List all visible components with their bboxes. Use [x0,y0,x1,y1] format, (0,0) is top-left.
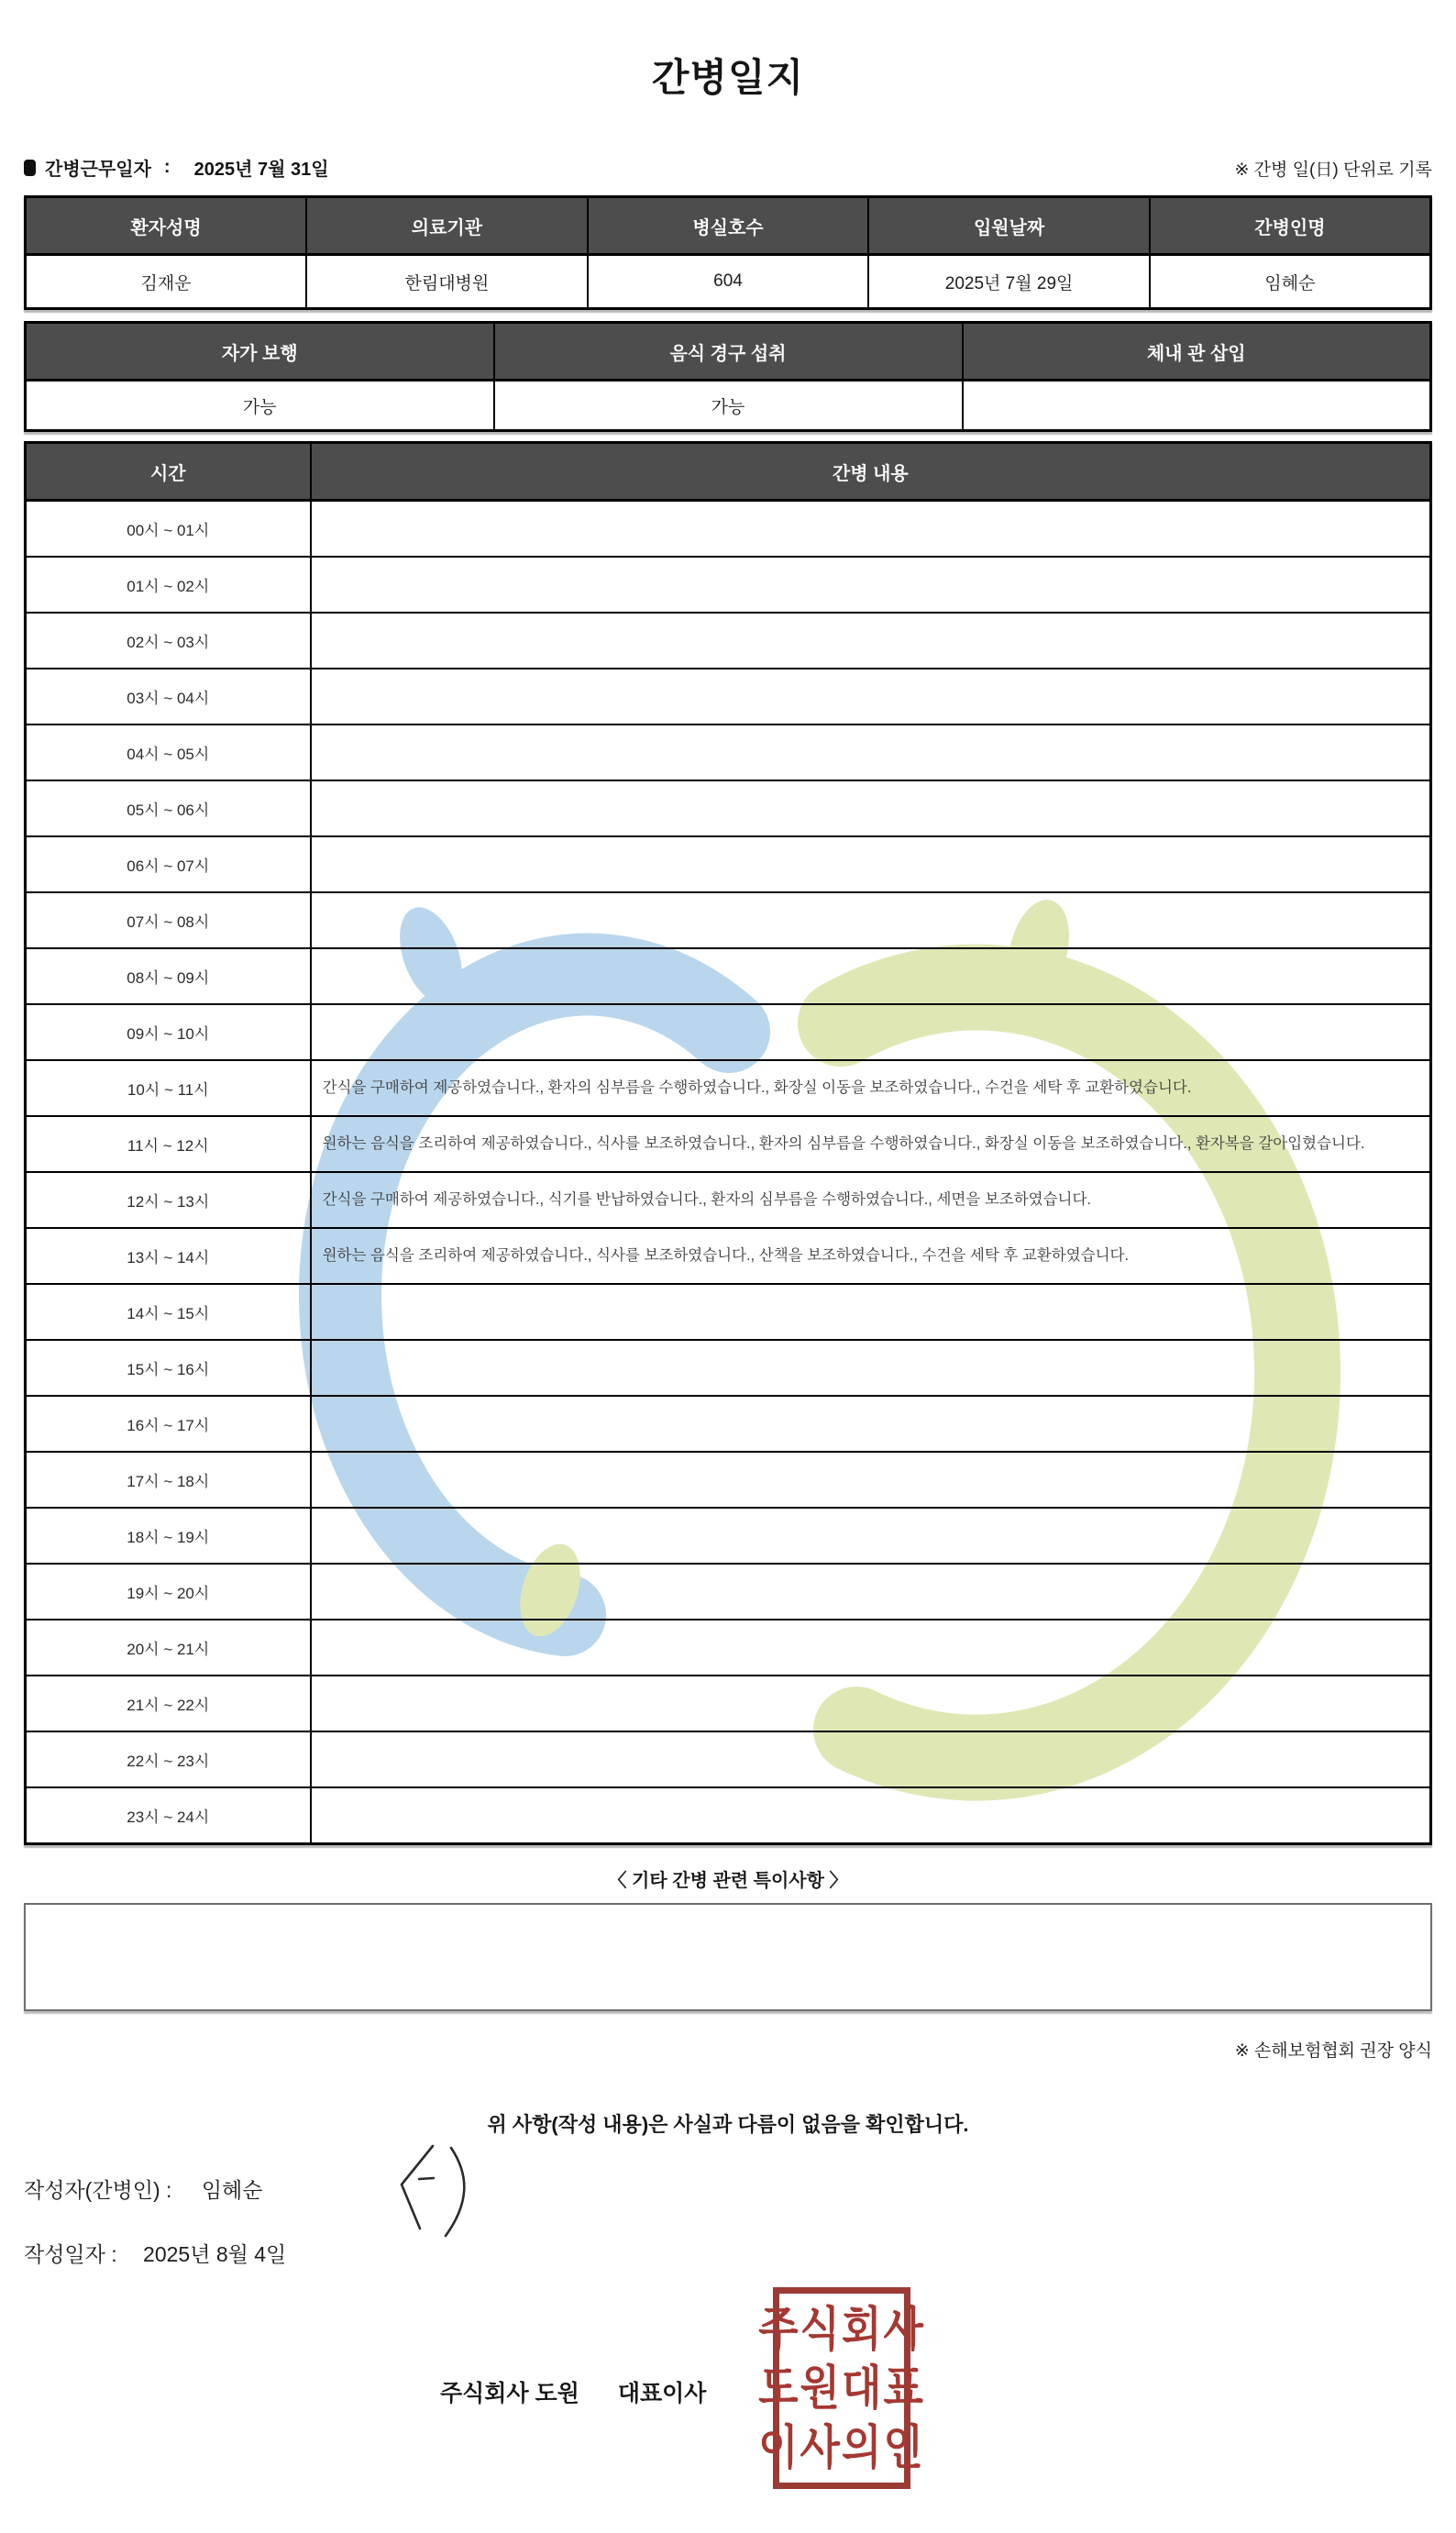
value-medical-institution: 한림대병원 [306,255,588,309]
value-oral-intake: 가능 [494,381,963,431]
log-row [26,1116,1431,1172]
page-title: 간병일지 [651,56,805,99]
date-label: 작성일자 : [24,2242,117,2266]
meta-row [24,154,1432,181]
work-date-line [24,154,329,181]
date-line [24,2238,286,2268]
header-time: 시간 [26,443,311,501]
work-date-colon: : [163,157,171,177]
log-time-cell: 00시 ~ 01시 [26,501,311,558]
log-row [26,1004,1431,1060]
header-oral-intake: 음식 경구 섭취 [494,323,963,381]
log-content-cell [311,669,1431,725]
log-time-cell: 21시 ~ 22시 [26,1676,311,1731]
log-content-cell: 간식을 구매하여 제공하였습니다., 식기를 반납하였습니다., 환자의 심부름을 수행하였습니다., 세면을 보조하였습니다. [311,1172,1431,1228]
log-time-cell: 15시 ~ 16시 [26,1340,311,1396]
log-content-cell: 간식을 구매하여 제공하였습니다., 환자의 심부름을 수행하였습니다., 화장실 이동을 보조하였습니다., 수건을 세탁 후 교환하였습니다. [311,1060,1431,1116]
log-content-cell [311,1508,1431,1564]
header-admission-date: 입원날짜 [868,197,1150,255]
stamp-line-3: 이사의인 [758,2420,925,2474]
log-content-cell: 원하는 음식을 조리하여 제공하였습니다., 식사를 보조하였습니다., 환자의 심부름을 수행하였습니다., 화장실 이동을 보조하였습니다., 환자복을 갈아입혔습니다. [311,1116,1431,1172]
value-caregiver-name: 임혜순 [1150,255,1431,309]
log-content-cell [311,1396,1431,1452]
log-content-cell [311,1731,1431,1787]
log-row [26,1228,1431,1284]
log-row [26,892,1431,948]
log-time-cell: 07시 ~ 08시 [26,892,311,948]
log-row [26,780,1431,836]
writer-name: 임혜순 [201,2178,263,2202]
log-content-cell [311,836,1431,892]
log-time-cell: 23시 ~ 24시 [26,1787,311,1844]
log-content-cell [311,1787,1431,1844]
unit-note: ※ 간병 일(日) 단위로 기록 [1234,160,1432,180]
value-tube-insertion [963,381,1431,431]
page [0,48,1456,2062]
log-time-cell: 09시 ~ 10시 [26,1004,311,1060]
header-self-walking: 자가 보행 [26,323,494,381]
writer-label: 작성자(간병인) : [24,2178,172,2202]
log-content-cell [311,501,1431,558]
value-room-number: 604 [588,255,869,309]
log-time-cell: 13시 ~ 14시 [26,1228,311,1284]
log-time-cell: 02시 ~ 03시 [26,613,311,669]
log-content-cell [311,892,1431,948]
log-row [26,1172,1431,1228]
stamp-line-2: 도원대표 [758,2361,925,2416]
log-content-cell [311,1284,1431,1340]
notes-title: 〈 기타 간병 관련 특이사항 〉 [608,1871,848,1891]
log-content-cell: 원하는 음식을 조리하여 제공하였습니다., 식사를 보조하였습니다., 산책을 보조하였습니다., 수건을 세탁 후 교환하였습니다. [311,1228,1431,1284]
log-row [26,948,1431,1004]
log-time-cell: 10시 ~ 11시 [26,1060,311,1116]
log-time-cell: 03시 ~ 04시 [26,669,311,725]
header-patient-name: 환자성명 [26,197,307,255]
log-time-cell: 05시 ~ 06시 [26,780,311,836]
header-tube-insertion: 체내 관 삽입 [963,323,1431,381]
company-name: 주식회사 도원 [440,2381,579,2406]
log-content-cell [311,780,1431,836]
log-content-cell [311,725,1431,780]
work-date-label: 간병근무일자 [45,160,151,180]
log-row [26,1396,1431,1452]
log-row [26,1284,1431,1340]
log-row [26,669,1431,725]
patient-info-header-row [26,197,1431,255]
log-content-cell [311,1564,1431,1620]
stamp-line-1: 주식회사 [758,2302,925,2356]
log-row [26,1452,1431,1508]
log-time-cell: 12시 ~ 13시 [26,1172,311,1228]
log-time-cell: 18시 ~ 19시 [26,1508,311,1564]
log-time-cell: 04시 ~ 05시 [26,725,311,780]
corporate-seal-stamp [758,2287,925,2489]
writer-line [24,2174,262,2204]
log-content-cell [311,613,1431,669]
header-caregiver-name: 간병인명 [1150,197,1431,255]
log-time-cell: 19시 ~ 20시 [26,1564,311,1620]
work-date-value: 2025년 7월 31일 [193,160,329,180]
notes-box [24,1903,1432,2011]
log-row [26,613,1431,669]
confirmation-statement: 위 사항(작성 내용)은 사실과 다름이 없음을 확인합니다. [487,2113,969,2136]
log-content-cell [311,557,1431,613]
log-content-cell [311,948,1431,1004]
log-content-cell [311,1340,1431,1396]
log-time-cell: 14시 ~ 15시 [26,1284,311,1340]
log-row [26,557,1431,613]
log-row [26,1676,1431,1731]
log-content-cell [311,1004,1431,1060]
log-time-cell: 08시 ~ 09시 [26,948,311,1004]
log-content-cell [311,1452,1431,1508]
header-room-number: 병실호수 [588,197,869,255]
log-row [26,1508,1431,1564]
log-row [26,1731,1431,1787]
log-time-cell: 16시 ~ 17시 [26,1396,311,1452]
header-medical-institution: 의료기관 [306,197,588,255]
log-row [26,1060,1431,1116]
value-admission-date: 2025년 7월 29일 [868,255,1150,309]
handwritten-signature [385,2140,486,2241]
date-value: 2025년 8월 4일 [143,2242,287,2266]
care-log-header-row [26,443,1431,501]
log-row [26,1564,1431,1620]
log-time-cell: 11시 ~ 12시 [26,1116,311,1172]
log-row [26,836,1431,892]
log-time-cell: 22시 ~ 23시 [26,1731,311,1787]
log-row [26,1620,1431,1676]
log-content-cell [311,1676,1431,1731]
patient-info-value-row [26,255,1431,309]
form-note: ※ 손해보험협회 권장 양식 [1234,2041,1432,2061]
log-time-cell: 01시 ~ 02시 [26,557,311,613]
value-patient-name: 김재운 [26,255,307,309]
log-content-cell [311,1620,1431,1676]
company-line [440,2375,706,2408]
log-time-cell: 06시 ~ 07시 [26,836,311,892]
patient-info-table [24,195,1432,310]
patient-status-table [24,321,1432,432]
care-log-table [24,441,1432,1845]
log-row [26,725,1431,780]
care-log-document [0,48,1456,2533]
value-self-walking: 가능 [26,381,494,431]
bullet-square-icon [24,160,36,176]
patient-status-header-row [26,323,1431,381]
log-row [26,501,1431,558]
log-row [26,1340,1431,1396]
patient-status-value-row [26,381,1431,431]
header-care-content: 간병 내용 [311,443,1431,501]
log-time-cell: 17시 ~ 18시 [26,1452,311,1508]
log-row [26,1787,1431,1844]
log-time-cell: 20시 ~ 21시 [26,1620,311,1676]
ceo-title: 대표이사 [617,2381,707,2406]
